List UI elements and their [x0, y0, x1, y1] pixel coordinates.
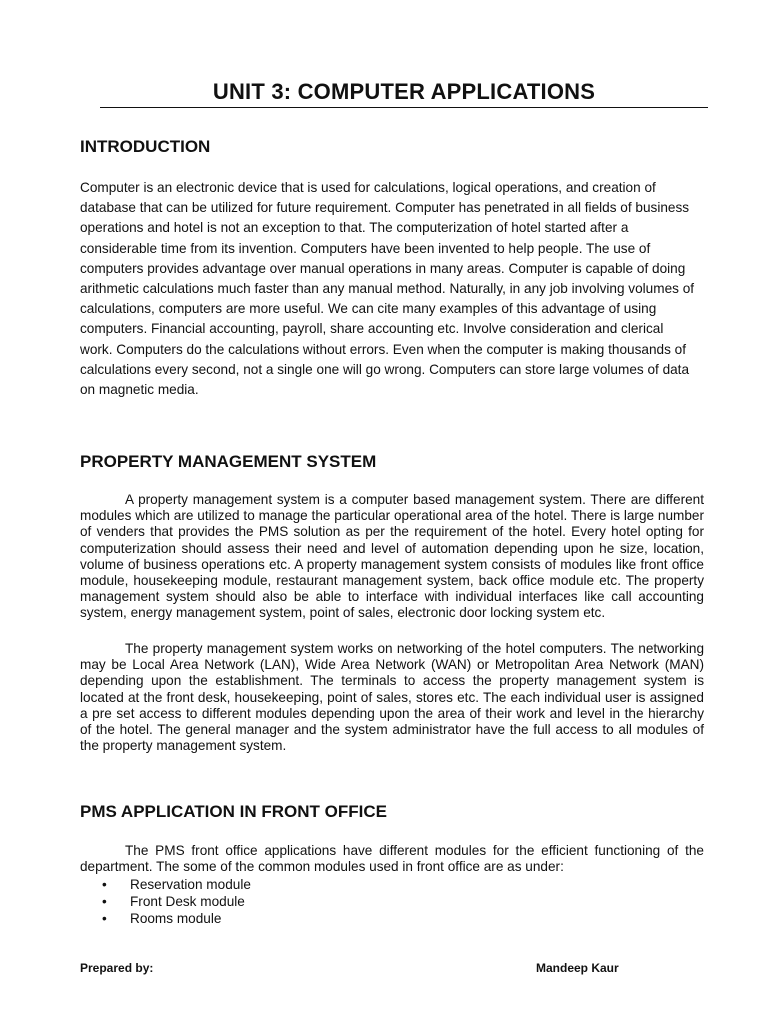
- introduction-line: on magnetic media.: [80, 382, 199, 398]
- introduction-text: [80, 178, 708, 400]
- list-item: [80, 876, 251, 893]
- list-item-label: Front Desk module: [130, 894, 245, 909]
- pms-paragraph-1: A property management system is a computer based management system. There are different modules which are utilized to manage the particular operational area of the hotel. There is large number of venders that provides the PMS solution as per the requirement of the hotel. Every hotel opting for computerization should assess their need and level of automation depending upon he size, location, volume of business operations etc. A property management system consists of modules like front office module, housekeeping module, restaurant management system, back office module etc. The property management system should also be able to interface with individual interfaces like call accounting system, energy management system, point of sales, electronic door locking system etc.: [80, 492, 704, 621]
- bullet-icon: •: [102, 894, 107, 909]
- introduction-line: calculations, computers are more useful. We can cite many examples of this advantage of using: [80, 301, 657, 317]
- introduction-line: operations and hotel is not an exception to that. The computerization of hotel started after a: [80, 220, 629, 236]
- heading-introduction: INTRODUCTION: [80, 137, 211, 156]
- footer-prepared-by: Prepared by:: [80, 961, 154, 975]
- front-office-paragraph: The PMS front office applications have different modules for the efficient functioning of the department. The some of the common modules used in front office are as under:: [80, 843, 704, 875]
- pms-paragraph-2: The property management system works on networking of the hotel computers. The networking may be Local Area Network (LAN), Wide Area Network (WAN) or Metropolitan Area Network (MAN) depending upon the establishment. The terminals to access the property management system is located at the front desk, housekeeping, point of sales, stores etc. The each individual user is assigned a pre set access to different modules depending upon the area of their work and level in the hierarchy of the hotel. The general manager and the system administrator have the full access to all modules of the property management system.: [80, 641, 704, 754]
- introduction-line: arithmetic calculations much faster than any manual method. Naturally, in any job involving volumes of: [80, 281, 695, 297]
- footer-author-name: Mandeep Kaur: [536, 961, 619, 975]
- introduction-line: computers. Financial accounting, payroll, share accounting etc. Involve consideration and clerical: [80, 321, 664, 337]
- page-title: UNIT 3: COMPUTER APPLICATIONS: [212, 79, 596, 104]
- heading-pms-front-office: PMS APPLICATION IN FRONT OFFICE: [80, 802, 387, 821]
- bullet-icon: •: [102, 877, 107, 892]
- front-office-modules-list: [80, 876, 251, 927]
- bullet-icon: •: [102, 911, 107, 926]
- list-item: [80, 893, 251, 910]
- introduction-line: work. Computers do the calculations without errors. Even when the computer is making thousands of: [80, 341, 686, 357]
- list-item-label: Rooms module: [130, 911, 222, 926]
- introduction-line: computers provides advantage over manual operations in many areas. Computer is capable of doing: [80, 260, 686, 276]
- list-item: [80, 910, 251, 927]
- introduction-line: database that can be utilized for future requirement. Computer has penetrated in all fields of business: [80, 200, 690, 216]
- heading-property-management-system: PROPERTY MANAGEMENT SYSTEM: [80, 452, 377, 471]
- introduction-line: considerable time from its invention. Computers have been invented to help people. The use of: [80, 240, 651, 256]
- list-item-label: Reservation module: [130, 877, 251, 892]
- introduction-line: Computer is an electronic device that is used for calculations, logical operations, and creation of: [80, 180, 656, 195]
- title-underline: [100, 107, 708, 108]
- introduction-line: calculations every second, not a single one will go wrong. Computers can store large volumes of data: [80, 361, 690, 377]
